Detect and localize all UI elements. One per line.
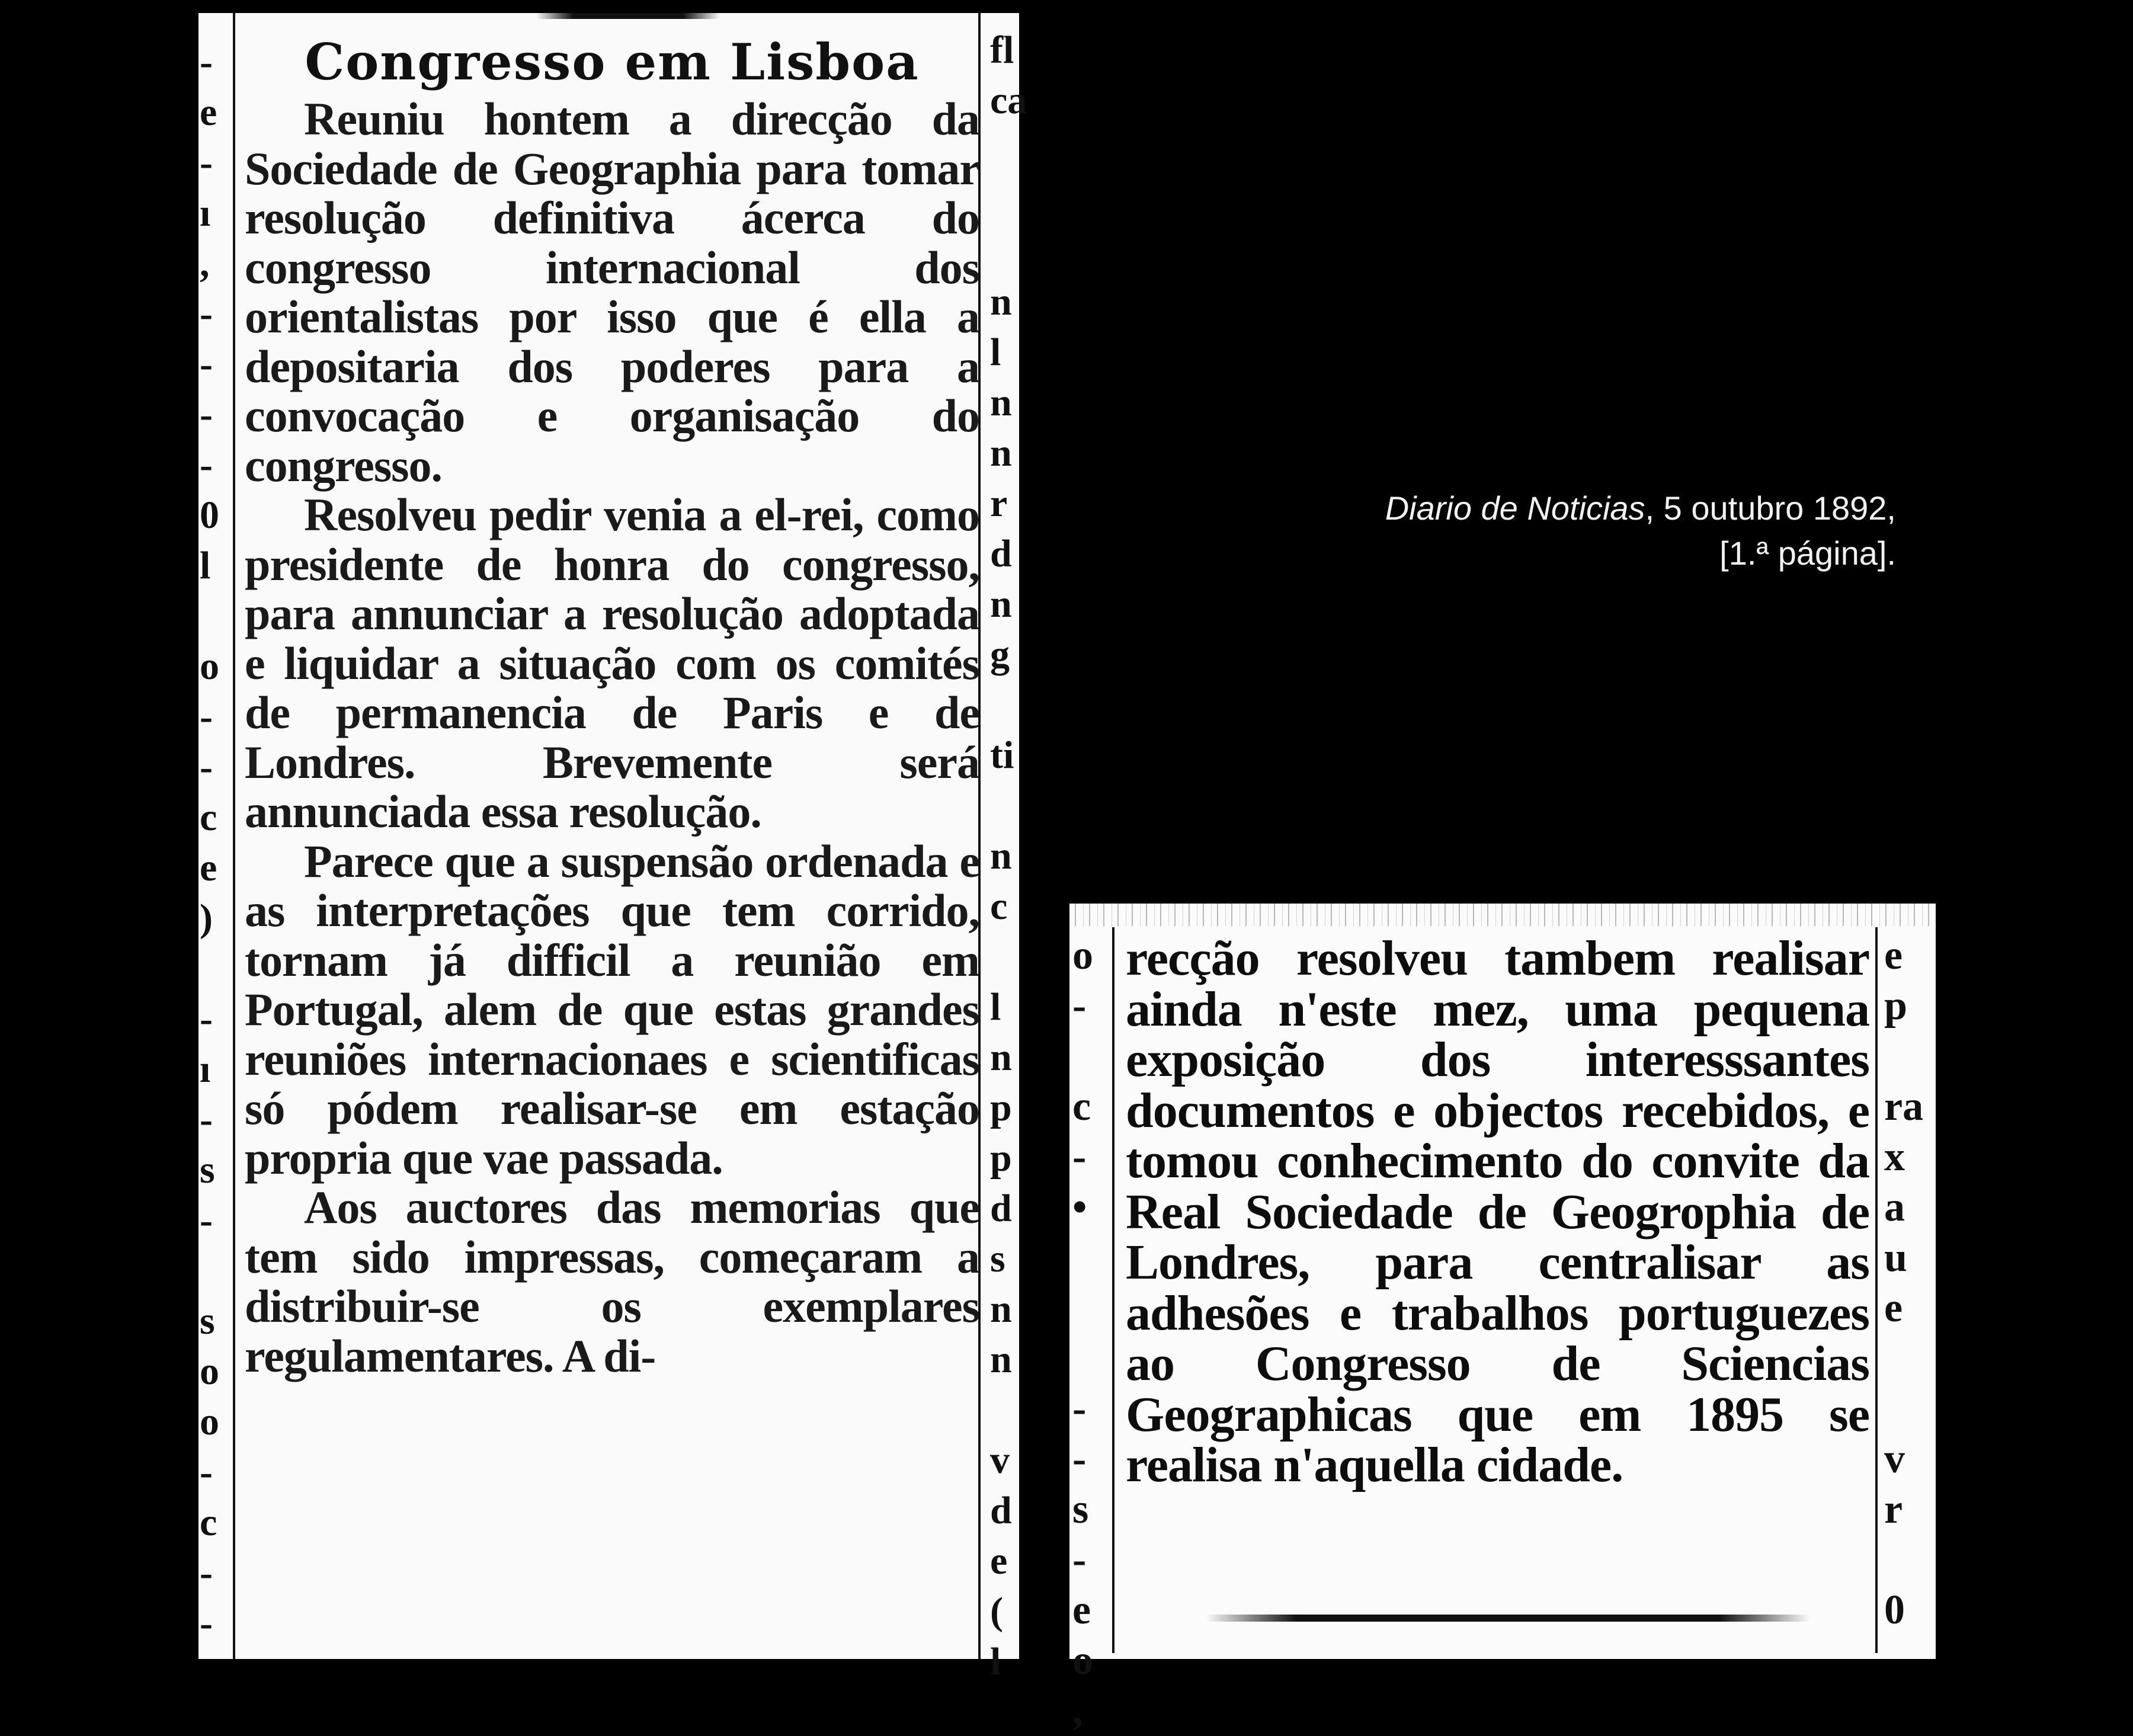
right-column-fragments: fl ca n l n n r d n g ti n c l n p p d s n n v d e ( l (990, 28, 1027, 1683)
caption-date: , 5 outubro 1892, (1645, 489, 1896, 527)
end-ornament-rule (1206, 1615, 1810, 1622)
article-paragraph-4: Aos auctores das memorias que tem sido impressas, começaram a distribuir-se os exemplares regulamentares. A di- (245, 1181, 979, 1382)
column-rule-left (233, 13, 235, 1659)
source-caption (1126, 486, 1896, 576)
small-right-fragments: e p ra x a u e v r 0 (1884, 933, 1924, 1633)
article-paragraph-3: Parece que a suspensão ordenada e as interpretações que tem corrido, tornam já difficil a reunião em Portugal, alem de que estas grandes reuniões internacionaes e scientificas só pódem realisar-se em estação propria que vae passada. (245, 835, 979, 1184)
caption-line-1 (1126, 486, 1896, 531)
article-paragraph-2: Resolveu pedir venia a el-rei, como presidente de honra do congresso, para annunciar a resolução adoptada e liquidar a situação com os comités de permanencia de Paris e de Londres. Brevemente será annunciada essa resolução. (245, 489, 979, 837)
small-column-rule-right (1875, 927, 1878, 1653)
article (245, 34, 979, 1381)
caption-page: [1.ª página]. (1719, 534, 1896, 572)
continuation-clipping (1069, 904, 1936, 1734)
small-column-rule-left (1112, 927, 1114, 1653)
caption-source: Diario de Noticias (1385, 489, 1645, 527)
article-headline: Congresso em Lisboa (305, 33, 920, 91)
scan-noise-top (1069, 904, 1936, 926)
left-column-fragments: - e - ı , - - - - 0 l o - - c e ) - ı - s - s o o - c - - (200, 40, 219, 1645)
small-left-fragments: o - c - • - - s - e o , (1072, 933, 1093, 1734)
continuation-paragraph: recção resolveu tambem realisar ainda n'este mez, uma pequena exposição dos interesssantes documentos e objectos recebidos, e tomou conhecimento do convite da Real Sociedade de Geogrophia de Londres, para centralisar as adhesões e trabalhos portuguezes ao Congresso de Sciencias Geographicas que em 1895 se realisa n'aquella cidade. (1126, 931, 1869, 1492)
continuation-text (1126, 933, 1869, 1491)
article-paragraph-1: Reuniu hontem a direcção da Sociedade de Geographia para tomar resolução definitiva ácerca do congresso internacional dos orientalistas por isso que é ella a depositaria dos poderes para a convocação e organisação do congresso. (245, 93, 979, 491)
main-newspaper-clipping (198, 13, 1027, 1683)
top-ornament-rule (536, 13, 720, 19)
